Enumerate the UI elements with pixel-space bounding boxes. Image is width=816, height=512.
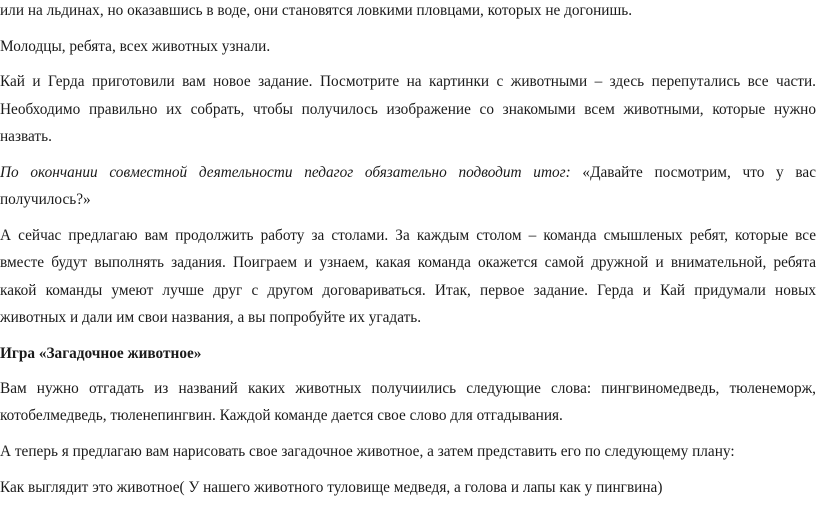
paragraph-5-line-2: вместе будут выполнять задания. Поиграем и узнаем, какая команда окажется самой дружной и внимательной, ребята [0, 254, 816, 271]
paragraph-5-line-1: А сейчас предлагаю вам продолжить работу за столами. За каждым столом – команда смышленых ребят, которые все [0, 227, 816, 244]
paragraph-4-line-2: получилось?» [0, 191, 91, 208]
paragraph-6-line-1: Вам нужно отгадать из названий каких животных получиились следующие слова: пингвиномедведь, тюленеморж, [0, 380, 816, 397]
paragraph-4-line-1 [0, 164, 816, 182]
paragraph-6-line-2: котобелмедведь, тюленепингвин. Каждой команде дается свое слово для отгадывания. [0, 407, 563, 424]
paragraph-5-line-3: какой команды умеют лучше друг с другом договариваться. Итак, первое задание. Герда и Кай придумали новых [0, 282, 816, 299]
paragraph-2-line-1: Молодцы, ребята, всех животных узнали. [0, 38, 271, 55]
paragraph-3-line-3: назвать. [0, 128, 52, 145]
paragraph-1-line-1: или на льдинах, но оказавшись в воде, они становятся ловкими пловцами, которых не догонишь. [0, 2, 633, 19]
paragraph-3-line-1: Кай и Герда приготовили вам новое задание. Посмотрите на картинки с животными – здесь перепутались все части. [0, 73, 816, 90]
paragraph-8-line-1: Как выглядит это животное( У нашего животного туловище медведя, а голова и лапы как у пингвина) [0, 479, 663, 496]
italic-lead-in: По окончании совместной деятельности педагог обязательно подводит итог: [0, 164, 571, 181]
quote-start: «Давайте посмотрим, что у вас [582, 164, 816, 181]
paragraph-5-line-4: животных и дали им свои названия, а вы попробуйте их угадать. [0, 309, 422, 326]
paragraph-3-line-2: Необходимо правильно их собрать, чтобы получилось изображение со знакомыми всем животными, которые нужно [0, 101, 816, 118]
paragraph-7-line-1: А теперь я предлагаю вам нарисовать свое загадочное животное, а затем представить его по следующему плану: [0, 443, 735, 460]
section-heading: Игра «Загадочное животное» [0, 345, 202, 362]
